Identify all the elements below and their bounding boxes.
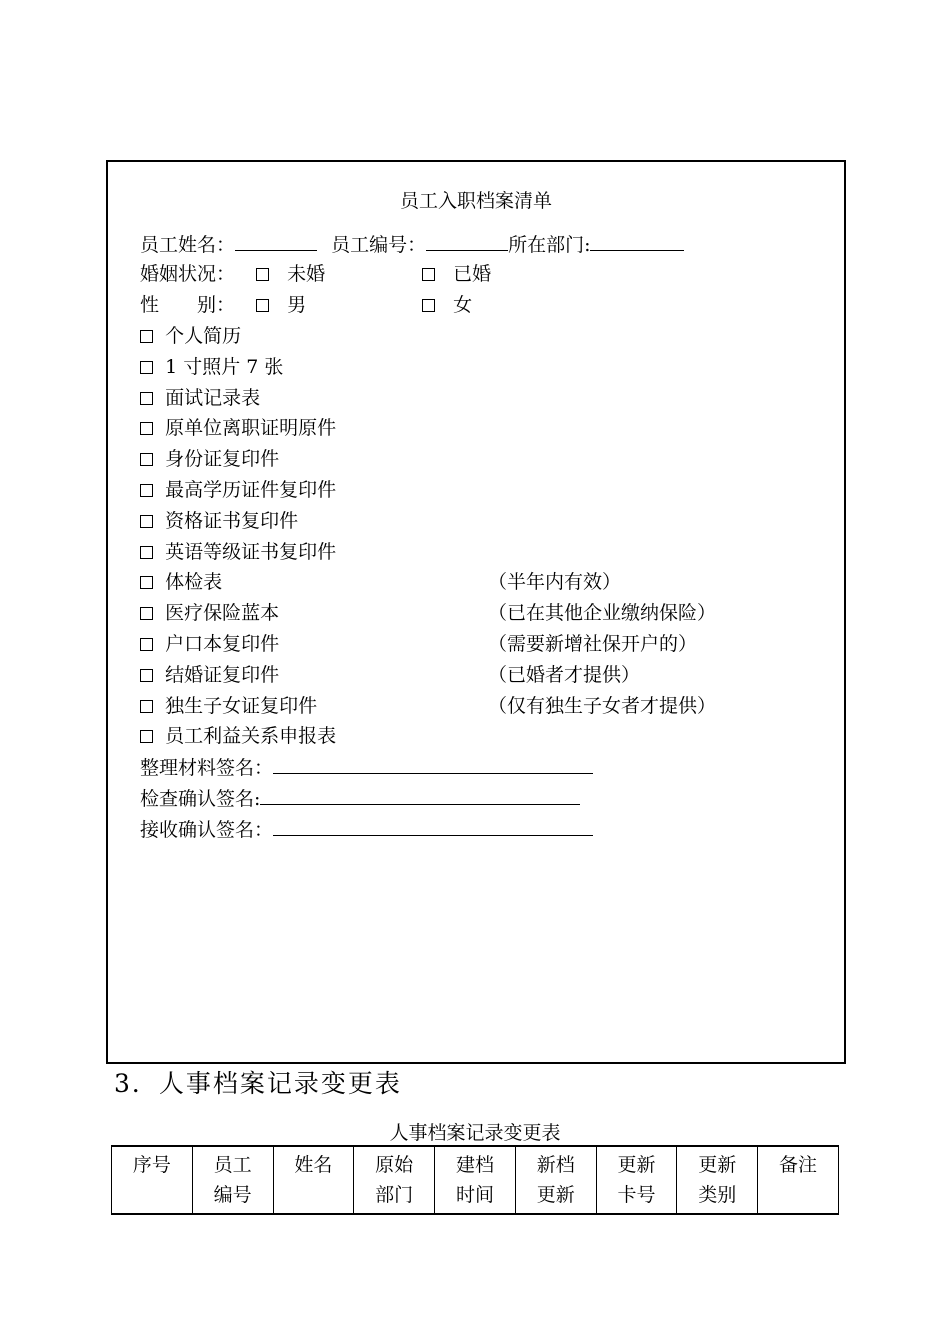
table-title: 人事档案记录变更表 — [389, 1122, 561, 1144]
checklist-item-label: 英语等级证书复印件 — [165, 540, 337, 563]
marital-option-married[interactable]: 已婚 — [422, 262, 491, 286]
signature-row-check: 检查确认签名: — [140, 786, 580, 811]
checklist-item-label: 面试记录表 — [165, 386, 261, 409]
checklist-item[interactable] — [140, 724, 336, 748]
dept-label: 所在部门: — [508, 234, 591, 256]
checklist-item-note: （需要新增社保开户的） — [488, 633, 698, 655]
checklist-item[interactable] — [140, 540, 336, 564]
column-header-text: 编号 — [213, 1184, 252, 1206]
marital-row — [140, 262, 235, 286]
checklist-item[interactable] — [140, 570, 222, 594]
checklist-item[interactable] — [140, 601, 279, 625]
name-label: 员工姓名： — [140, 234, 236, 256]
column-header — [192, 1146, 273, 1214]
column-header — [273, 1146, 354, 1214]
checklist-item[interactable] — [140, 694, 317, 718]
checklist-item-note: （仅有独生子女者才提供） — [488, 694, 717, 717]
checklist-item[interactable] — [140, 447, 279, 471]
column-header — [515, 1146, 596, 1214]
column-header-text: 部门 — [375, 1184, 414, 1206]
checkbox-icon[interactable] — [140, 422, 153, 435]
checklist-item[interactable] — [140, 478, 336, 502]
signature-field[interactable] — [273, 755, 593, 774]
column-header — [596, 1146, 677, 1214]
checklist-item[interactable] — [140, 355, 283, 379]
column-header — [112, 1146, 193, 1214]
column-header-text: 员工 — [213, 1154, 252, 1176]
checkbox-icon[interactable] — [422, 299, 435, 312]
checkbox-icon[interactable] — [140, 515, 153, 528]
gender-row — [140, 293, 235, 317]
checklist-item[interactable] — [140, 324, 241, 348]
column-header-text: 姓名 — [294, 1154, 333, 1176]
gender-option-female[interactable]: 女 — [422, 293, 472, 317]
column-header-text: 序号 — [132, 1154, 171, 1176]
checklist-item-label: 员工利益关系申报表 — [165, 725, 337, 748]
column-header — [758, 1146, 839, 1214]
checkbox-icon[interactable] — [256, 268, 269, 281]
column-header — [435, 1146, 516, 1214]
checklist-item-note: （已在其他企业缴纳保险） — [488, 602, 717, 625]
column-header-text: 更新 — [617, 1154, 656, 1176]
table-header-row — [112, 1146, 839, 1214]
signature-field[interactable] — [260, 786, 580, 805]
gender-label: 性 别： — [140, 294, 236, 316]
checkbox-icon[interactable] — [140, 484, 153, 497]
checklist-item[interactable] — [140, 509, 298, 533]
id-label: 员工编号： — [331, 234, 427, 256]
checklist-item[interactable] — [140, 632, 279, 656]
checklist-form — [106, 160, 846, 1064]
checklist-item-label: 1 寸照片 7 张 — [165, 355, 284, 378]
checkbox-icon[interactable] — [140, 730, 153, 743]
checklist-item[interactable] — [140, 386, 260, 410]
checkbox-icon[interactable] — [140, 607, 153, 620]
checklist-item[interactable] — [140, 663, 279, 687]
column-header-text: 建档 — [455, 1154, 494, 1176]
checklist-item-label: 体检表 — [165, 571, 223, 594]
checklist-item-note: （已婚者才提供） — [488, 663, 641, 686]
checklist-item-label: 结婚证复印件 — [165, 663, 280, 686]
signature-row-receive: 接收确认签名： — [140, 817, 593, 842]
section-heading: 3．人事档案记录变更表 — [114, 1069, 402, 1098]
checklist-item[interactable] — [140, 416, 336, 440]
checklist-item-label: 身份证复印件 — [165, 448, 280, 471]
dept-field[interactable] — [590, 232, 684, 251]
checklist-item-label: 个人简历 — [165, 325, 242, 347]
column-header-text: 卡号 — [617, 1184, 656, 1206]
checkbox-icon[interactable] — [140, 700, 153, 713]
id-field[interactable] — [426, 232, 508, 251]
checklist-item-note: （半年内有效） — [488, 571, 622, 594]
checkbox-icon[interactable] — [140, 576, 153, 589]
checkbox-icon[interactable] — [256, 299, 269, 312]
column-header-text: 原始 — [375, 1154, 414, 1176]
column-header-text: 时间 — [455, 1184, 494, 1206]
column-header-text: 新档 — [536, 1154, 575, 1176]
column-header — [677, 1146, 758, 1214]
checkbox-icon[interactable] — [140, 546, 153, 559]
checklist-item-label: 医疗保险蓝本 — [165, 602, 280, 625]
form-title: 员工入职档案清单 — [399, 190, 552, 212]
column-header-text: 更新 — [536, 1184, 575, 1206]
column-header-text: 类别 — [698, 1184, 737, 1206]
name-field[interactable] — [235, 232, 317, 251]
column-header-text: 更新 — [698, 1154, 737, 1176]
checkbox-icon[interactable] — [140, 330, 153, 343]
record-change-table — [111, 1145, 839, 1215]
checkbox-icon[interactable] — [422, 268, 435, 281]
checklist-item-label: 户口本复印件 — [165, 633, 280, 655]
checkbox-icon[interactable] — [140, 638, 153, 651]
gender-option-male[interactable]: 男 — [256, 293, 306, 317]
checklist-item-label: 独生子女证复印件 — [165, 694, 318, 717]
column-header-text: 备注 — [779, 1154, 818, 1176]
basic-info-row — [140, 232, 684, 257]
marital-option-single[interactable]: 未婚 — [256, 262, 325, 286]
marital-label: 婚姻状况： — [140, 263, 236, 285]
signature-row-organize: 整理材料签名： — [140, 755, 593, 780]
signature-field[interactable] — [273, 817, 593, 836]
checklist-item-label: 资格证书复印件 — [165, 509, 299, 532]
checkbox-icon[interactable] — [140, 392, 153, 405]
checkbox-icon[interactable] — [140, 453, 153, 466]
checklist-item-label: 最高学历证件复印件 — [165, 479, 337, 501]
checkbox-icon[interactable] — [140, 361, 153, 374]
column-header — [354, 1146, 435, 1214]
checkbox-icon[interactable] — [140, 669, 153, 682]
checklist-item-label: 原单位离职证明原件 — [165, 417, 337, 440]
